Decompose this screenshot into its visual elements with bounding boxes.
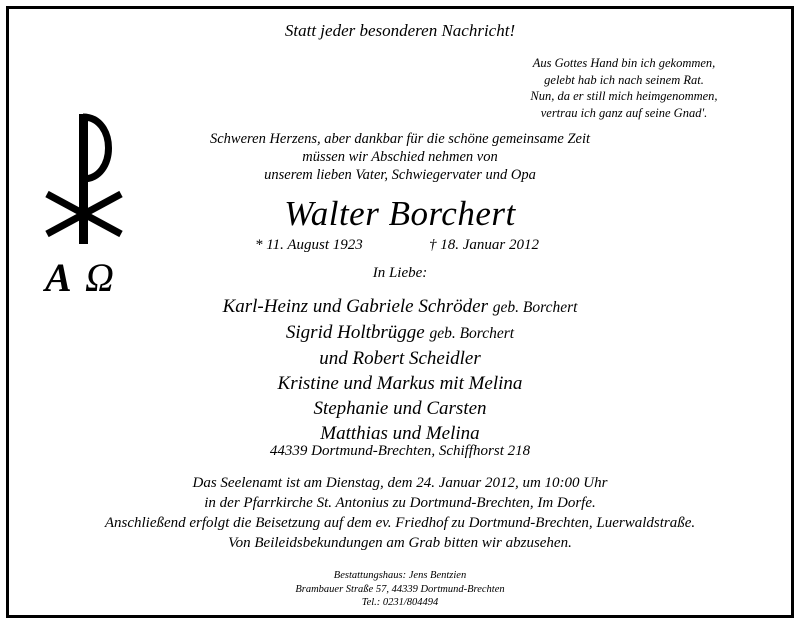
family-line: [9, 346, 791, 371]
service-line: Von Beileidsbekundungen am Grab bitten wir abzusehen.: [228, 535, 572, 551]
service-info: [9, 473, 791, 553]
verse-block: [509, 55, 739, 121]
verse-line: gelebt hab ich nach seinem Rat.: [544, 72, 704, 87]
funeral-home-line: Brambauer Straße 57, 44339 Dortmund-Brechten: [295, 583, 505, 595]
death-date: † 18. Januar 2012: [429, 237, 539, 253]
family-line: [9, 320, 791, 346]
verse-line: vertrau ich ganz auf seine Gnad'.: [540, 105, 708, 120]
service-line: in der Pfarrkirche St. Antonius zu Dortmund-Brechten, Im Dorfe.: [204, 495, 596, 511]
verse-line: Nun, da er still mich heimgenommen,: [530, 89, 718, 103]
family-line: [9, 371, 791, 396]
in-love-label: In Liebe:: [372, 265, 428, 281]
service-line: Anschließend erfolgt die Beisetzung auf dem ev. Friedhof zu Dortmund-Brechten, Luerwaldstraße.: [104, 515, 696, 531]
family-name: Stephanie und Carsten: [313, 398, 487, 419]
deceased-name: Walter Borchert: [284, 194, 516, 233]
family-name: Sigrid Holtbrügge: [285, 322, 425, 343]
alpha-letter: A: [45, 255, 72, 294]
family-name: Karl-Heinz und Gabriele Schröder: [222, 296, 489, 317]
family-address: 44339 Dortmund-Brechten, Schiffhorst 218: [269, 443, 531, 459]
family-name: und Robert Scheidler: [319, 348, 481, 369]
service-line: Das Seelenamt ist am Dienstag, dem 24. Januar 2012, um 10:00 Uhr: [192, 475, 608, 491]
family-name: Kristine und Markus mit Melina: [277, 373, 523, 394]
intro-text: [9, 130, 791, 184]
intro-line: unserem lieben Vater, Schwiegervater und Opa: [264, 167, 536, 183]
omega-letter: Ω: [85, 255, 114, 294]
birth-date: * 11. August 1923: [255, 237, 363, 253]
funeral-home: [9, 569, 791, 610]
family-line: [9, 396, 791, 421]
maiden-name: geb. Borchert: [492, 299, 578, 316]
verse-line: Aus Gottes Hand bin ich gekommen,: [532, 56, 716, 70]
obituary-card: [6, 6, 794, 618]
intro-line: müssen wir Abschied nehmen von: [302, 149, 498, 165]
funeral-home-line: Tel.: 0231/804494: [361, 597, 439, 608]
funeral-home-line: Bestattungshaus: Jens Bentzien: [333, 570, 467, 581]
maiden-name: geb. Borchert: [429, 325, 515, 342]
family-list: [9, 294, 791, 446]
family-line: [9, 294, 791, 320]
family-name: Matthias und Melina: [320, 423, 480, 444]
headline: Statt jeder besonderen Nachricht!: [284, 21, 516, 40]
intro-line: Schweren Herzens, aber dankbar für die schöne gemeinsame Zeit: [209, 131, 591, 147]
